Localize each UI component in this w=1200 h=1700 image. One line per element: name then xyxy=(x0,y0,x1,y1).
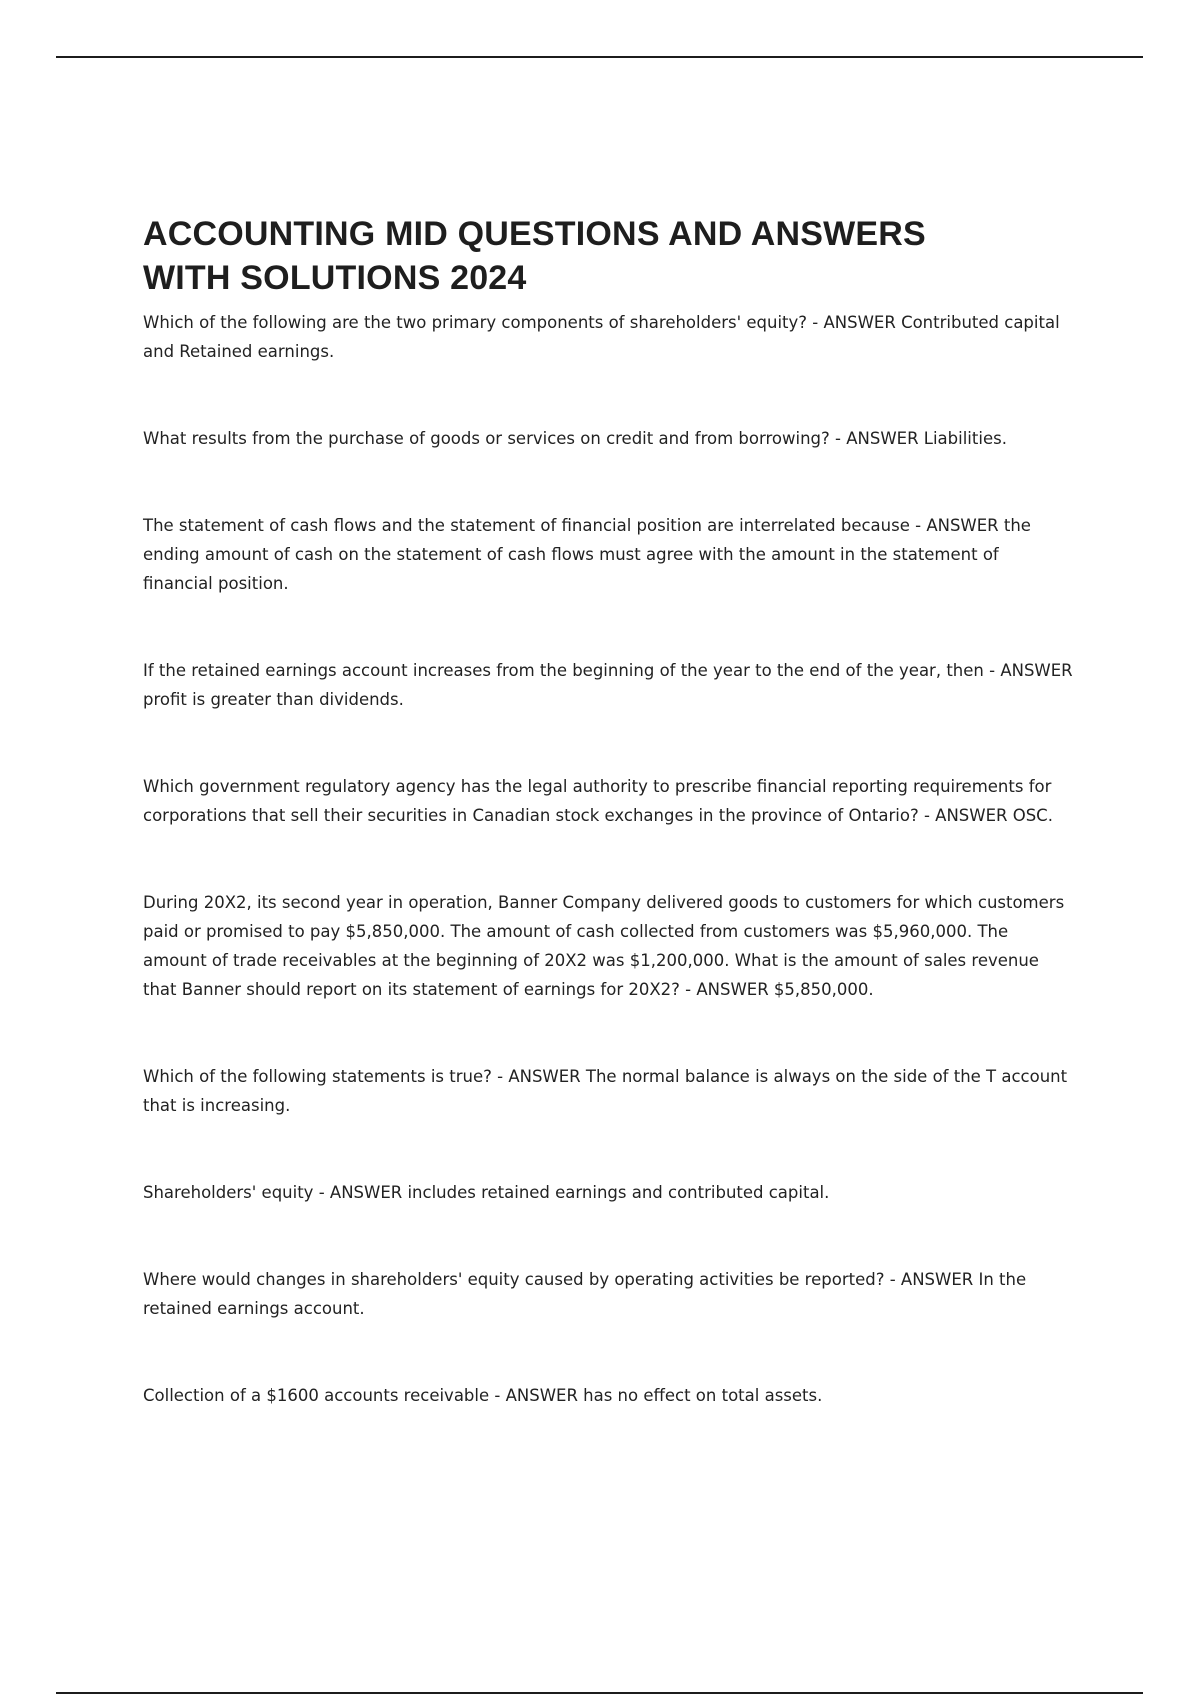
qa-list xyxy=(143,308,1073,1410)
question-text: Which of the following statements is true? xyxy=(143,1067,492,1086)
answer-text: ANSWER Liabilities. xyxy=(846,429,1007,448)
question-text: Which government regulatory agency has the legal authority to prescribe financial reporting requirements for corporations that sell their securities in Canadian stock exchanges in the province of Ontario? xyxy=(143,777,1052,825)
qa-separator: - xyxy=(807,313,824,332)
qa-separator: - xyxy=(918,806,936,825)
header-rule xyxy=(56,56,1143,58)
question-text: During 20X2, its second year in operation, Banner Company delivered goods to customers for which customers paid or promised to pay $5,850,000. The amount of cash collected from customers was $5,960,000. The amount of trade receivables at the beginning of 20X2 was $1,200,000. What is the amount of sales revenue that Banner should report on its statement of earnings for 20X2? xyxy=(143,893,1065,999)
qa-separator: - xyxy=(983,661,1001,680)
question-text: Where would changes in shareholders' equity caused by operating activities be reported? xyxy=(143,1270,885,1289)
document-title xyxy=(143,212,1073,300)
qa-separator: - xyxy=(909,516,927,535)
answer-text: ANSWER the ending amount of cash on the statement of cash flows must agree with the amount in the statement of financial position. xyxy=(143,516,1031,593)
qa-separator: - xyxy=(491,1067,509,1086)
qa-item xyxy=(143,308,1073,366)
question-text: If the retained earnings account increases from the beginning of the year to the end of the year, then xyxy=(143,661,984,680)
answer-text: ANSWER The normal balance is always on the side of the T account that is increasing. xyxy=(143,1067,1068,1115)
title-line-2: WITH SOLUTIONS 2024 xyxy=(143,259,527,297)
title-line-1: ACCOUNTING MID QUESTIONS AND ANSWERS xyxy=(143,215,926,253)
question-text: Collection of a $1600 accounts receivable xyxy=(143,1386,490,1405)
qa-item xyxy=(143,1062,1073,1120)
qa-item xyxy=(143,656,1073,714)
qa-separator: - xyxy=(829,429,847,448)
qa-separator: - xyxy=(679,980,697,999)
answer-text: ANSWER includes retained earnings and contributed capital. xyxy=(329,1183,830,1202)
qa-separator: - xyxy=(884,1270,901,1289)
qa-separator: - xyxy=(313,1183,330,1202)
answer-text: ANSWER profit is greater than dividends. xyxy=(143,661,1073,709)
qa-item xyxy=(143,772,1073,830)
answer-text: ANSWER In the retained earnings account. xyxy=(143,1270,1027,1318)
qa-item xyxy=(143,1178,1073,1207)
qa-item xyxy=(143,888,1073,1004)
question-text: Shareholders' equity xyxy=(143,1183,314,1202)
qa-item xyxy=(143,511,1073,598)
qa-separator: - xyxy=(489,1386,506,1405)
footer-rule xyxy=(56,1692,1143,1694)
answer-text: ANSWER $5,850,000. xyxy=(696,980,874,999)
answer-text: ANSWER Contributed capital and Retained earnings. xyxy=(143,313,1060,361)
answer-text: ANSWER OSC. xyxy=(935,806,1053,825)
question-text: The statement of cash flows and the statement of financial position are interrelated because xyxy=(143,516,910,535)
qa-item xyxy=(143,424,1073,453)
answer-text: ANSWER has no effect on total assets. xyxy=(505,1386,823,1405)
question-text: What results from the purchase of goods or services on credit and from borrowing? xyxy=(143,429,830,448)
question-text: Which of the following are the two primary components of shareholders' equity? xyxy=(143,313,808,332)
qa-item xyxy=(143,1265,1073,1323)
document-body xyxy=(143,212,1073,1468)
qa-item xyxy=(143,1381,1073,1410)
